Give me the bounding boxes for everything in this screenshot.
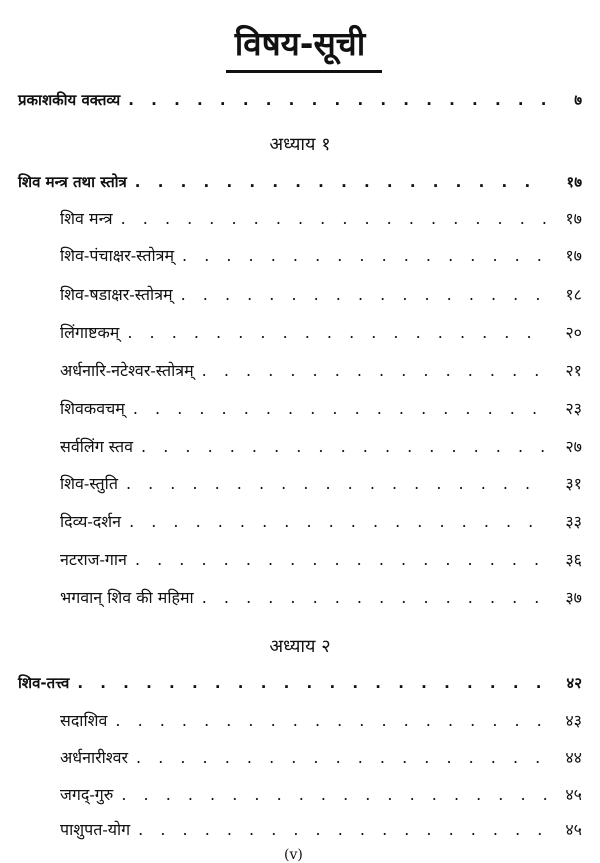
toc-entry[interactable] xyxy=(60,472,582,496)
toc-entry[interactable] xyxy=(60,283,582,307)
entry-label: शिवकवचम् xyxy=(60,399,125,418)
entry-page: ३३ xyxy=(565,512,582,531)
chapter-heading-2: अध्याय २ xyxy=(269,636,331,657)
title-underline xyxy=(226,70,382,73)
dot-leader xyxy=(121,783,548,807)
entry-label: सर्वलिंग स्तव xyxy=(60,437,134,456)
toc-entry[interactable] xyxy=(60,586,582,610)
entry-label: पाशुपत-योग xyxy=(60,820,131,839)
toc-entry[interactable] xyxy=(60,548,582,572)
dot-leader xyxy=(138,818,548,842)
entry-page: ३६ xyxy=(565,550,582,569)
page-title: विषय-सूची xyxy=(234,24,366,63)
dot-leader xyxy=(129,510,548,534)
entry-label: लिंगाष्टकम् xyxy=(60,323,120,342)
entry-label: दिव्य-दर्शन xyxy=(60,512,122,531)
dot-leader xyxy=(77,671,548,695)
dot-leader xyxy=(141,435,548,459)
dot-leader xyxy=(182,244,548,268)
toc-entry[interactable] xyxy=(60,510,582,534)
entry-page: १८ xyxy=(565,285,582,304)
entry-page: ४३ xyxy=(565,711,582,730)
dot-leader xyxy=(127,321,548,345)
dot-leader xyxy=(128,88,548,112)
entry-page: २३ xyxy=(565,399,582,418)
entry-page: ७ xyxy=(574,91,582,109)
toc-entry[interactable] xyxy=(60,783,582,807)
entry-page: १७ xyxy=(565,209,582,228)
entry-page: २१ xyxy=(565,361,582,380)
section-label: शिव-तत्त्व xyxy=(18,674,70,692)
entry-label: सदाशिव xyxy=(60,711,108,730)
entry-label: शिव-पंचाक्षर-स्तोत्रम् xyxy=(60,246,175,265)
toc-entry[interactable] xyxy=(60,818,582,842)
toc-entry[interactable] xyxy=(60,207,582,231)
dot-leader xyxy=(181,283,548,307)
toc-entry[interactable] xyxy=(60,321,582,345)
entry-label: भगवान् शिव की महिमा xyxy=(60,588,194,607)
toc-section-shiv-tattva[interactable] xyxy=(18,671,582,695)
toc-entry[interactable] xyxy=(60,359,582,383)
toc-entry[interactable] xyxy=(60,435,582,459)
dot-leader xyxy=(202,586,548,610)
toc-entry-preface[interactable] xyxy=(18,88,582,112)
toc-entry[interactable] xyxy=(60,709,582,733)
entry-page: ३७ xyxy=(565,588,582,607)
section-page: ४२ xyxy=(566,674,582,692)
entry-page: ४४ xyxy=(565,748,582,767)
entry-label: जगद्-गुरु xyxy=(60,785,114,804)
entry-label: अर्धनारि-नटेश्वर-स्तोत्रम् xyxy=(60,361,194,380)
page-number-footer: (v) xyxy=(284,847,303,863)
dot-leader xyxy=(126,472,548,496)
toc-entry[interactable] xyxy=(60,746,582,770)
entry-page: २० xyxy=(565,323,582,342)
toc-section-shiv-mantra[interactable] xyxy=(18,170,582,194)
dot-leader xyxy=(202,359,548,383)
entry-label: शिव-स्तुति xyxy=(60,474,118,493)
toc-entry[interactable] xyxy=(60,244,582,268)
entry-label: प्रकाशकीय वक्तव्य xyxy=(18,91,121,109)
section-label: शिव मन्त्र तथा स्तोत्र xyxy=(18,173,127,191)
dot-leader xyxy=(136,746,548,770)
entry-page: ३१ xyxy=(565,474,582,493)
dot-leader xyxy=(133,397,548,421)
section-page: १७ xyxy=(566,173,582,191)
entry-page: ४५ xyxy=(565,785,582,804)
dot-leader xyxy=(121,207,548,231)
entry-page: २७ xyxy=(565,437,582,456)
entry-page: १७ xyxy=(565,246,582,265)
dot-leader xyxy=(115,709,548,733)
dot-leader xyxy=(135,548,548,572)
entry-label: शिव-षडाक्षर-स्तोत्रम् xyxy=(60,285,173,304)
entry-label: नटराज-गान xyxy=(60,550,127,569)
entry-label: शिव मन्त्र xyxy=(60,209,113,228)
dot-leader xyxy=(135,170,548,194)
toc-entry[interactable] xyxy=(60,397,582,421)
entry-page: ४५ xyxy=(565,820,582,839)
chapter-heading-1: अध्याय १ xyxy=(269,134,331,155)
entry-label: अर्धनारीश्वर xyxy=(60,748,129,767)
